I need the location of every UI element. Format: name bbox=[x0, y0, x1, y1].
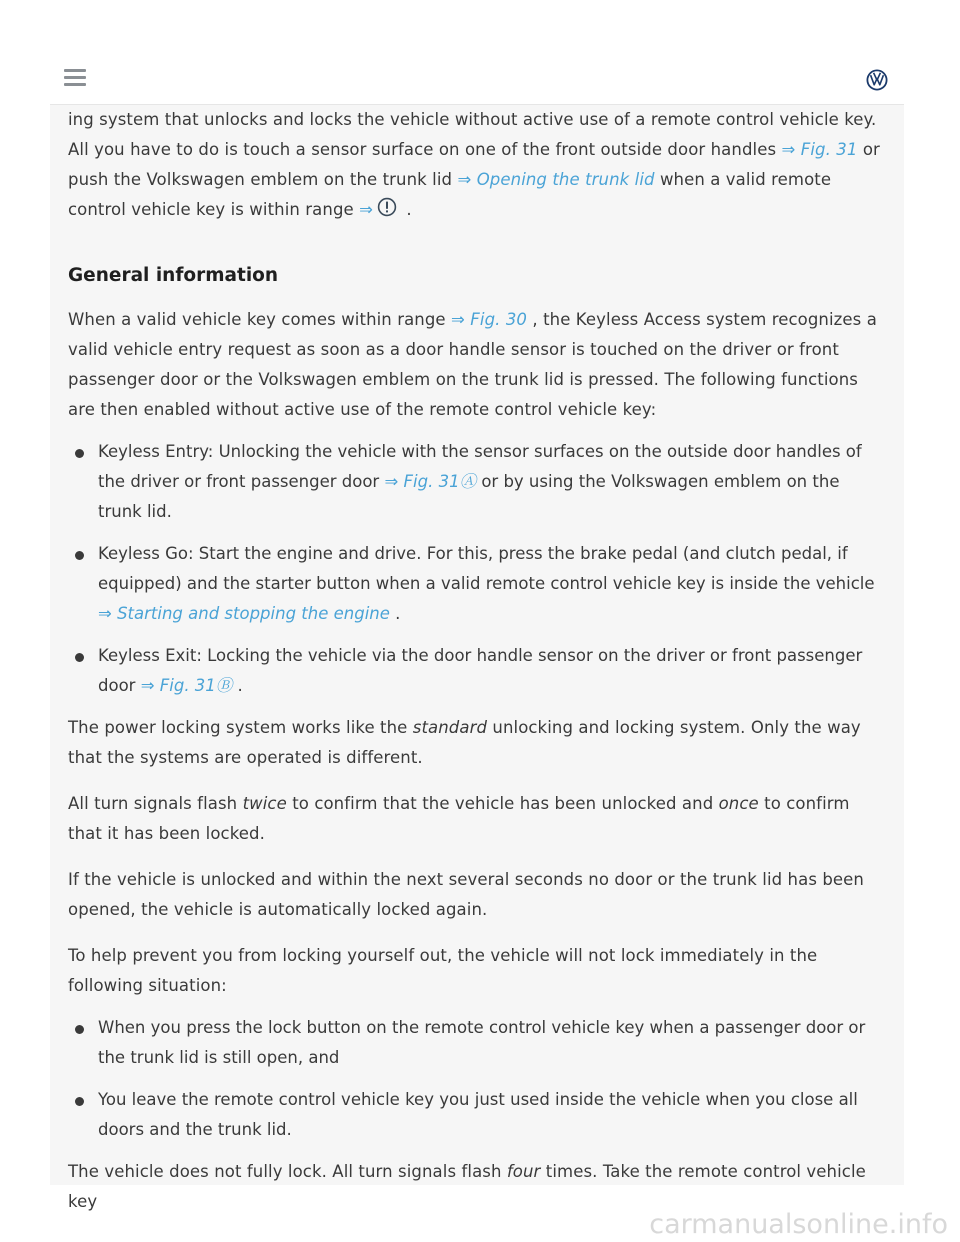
last-emphasis: four bbox=[506, 1162, 541, 1181]
list-item-keyless-entry bbox=[68, 437, 886, 527]
link-fig-31a[interactable]: ⇒ Fig. 31Ⓐ bbox=[384, 472, 477, 491]
watermark: carmanualsonline.info bbox=[649, 1209, 948, 1240]
power-text-1: The power locking system works like the bbox=[68, 718, 413, 737]
list-item-lock-button: When you press the lock button on the remote control vehicle key when a passenger door or the trunk lid is still open, and bbox=[68, 1013, 886, 1073]
link-opening-trunk-lid[interactable]: ⇒ Opening the trunk lid bbox=[457, 170, 655, 189]
keyless-go-text: Keyless Go: Start the engine and drive. For this, press the brake pedal (and clutch pedal, if equipped) and the starter button when a valid remote control vehicle key is inside the vehicle bbox=[98, 544, 875, 593]
functions-list bbox=[68, 437, 886, 701]
manual-content bbox=[50, 105, 904, 1211]
list-item-key-inside: You leave the remote control vehicle key you just used inside the vehicle when you close all doors and the trunk lid. bbox=[68, 1085, 886, 1145]
intro-text-4: . bbox=[401, 200, 412, 219]
signals-emphasis-once: once bbox=[718, 794, 759, 813]
turn-signals-paragraph bbox=[68, 789, 886, 849]
list-item-keyless-exit bbox=[68, 641, 886, 701]
lockout-conditions-list bbox=[68, 1013, 886, 1145]
signals-text-3: to confirm that it has been locked. bbox=[68, 794, 850, 843]
link-fig-31b[interactable]: ⇒ Fig. 31Ⓑ bbox=[140, 676, 233, 695]
link-fig-30[interactable]: ⇒ Fig. 30 bbox=[451, 310, 528, 329]
signals-text-2: to confirm that the vehicle has been unlocked and bbox=[286, 794, 719, 813]
signals-emphasis-twice: twice bbox=[242, 794, 287, 813]
warning-icon[interactable] bbox=[377, 197, 397, 227]
general-text-1: When a valid vehicle key comes within range bbox=[68, 310, 452, 329]
link-starting-stopping-engine[interactable]: ⇒ Starting and stopping the engine bbox=[98, 604, 390, 623]
keyless-entry-text-end: or by using the Volkswagen emblem on the trunk lid. bbox=[98, 472, 840, 521]
intro-text-1: ing system that unlocks and locks the vehicle without active use of a remote control vehicle key. All you have to do is touch a sensor surface on one of the front outside door handles bbox=[68, 110, 877, 159]
list-item-keyless-go bbox=[68, 539, 886, 629]
auto-lock-paragraph: If the vehicle is unlocked and within the next several seconds no door or the trunk lid has been opened, the vehicle is automatically locked again. bbox=[68, 870, 864, 919]
last-text-2: times. Take the remote control vehicle key bbox=[68, 1162, 866, 1211]
intro-text-3: when a valid remote control vehicle key is within range bbox=[68, 170, 832, 219]
power-emphasis: standard bbox=[412, 718, 488, 737]
not-fully-lock-paragraph bbox=[68, 1157, 886, 1217]
power-locking-paragraph bbox=[68, 713, 886, 773]
signals-text-1: All turn signals flash bbox=[68, 794, 243, 813]
prevent-lockout-paragraph: To help prevent you from locking yourself out, the vehicle will not lock immediately in the following situation: bbox=[68, 946, 818, 995]
top-bar bbox=[50, 50, 904, 105]
intro-paragraph bbox=[68, 105, 886, 227]
keyless-exit-text: Keyless Exit: Locking the vehicle via the door handle sensor on the driver or front passenger door bbox=[98, 646, 863, 695]
keyless-go-text-end: . bbox=[389, 604, 401, 623]
intro-text-2: or push the Volkswagen emblem on the trunk lid bbox=[68, 140, 880, 189]
vw-logo-icon[interactable] bbox=[866, 69, 888, 91]
link-warning[interactable]: ⇒ bbox=[359, 200, 374, 219]
general-paragraph bbox=[68, 305, 886, 425]
keyless-exit-text-end: . bbox=[232, 676, 243, 695]
heading-general-information: General information bbox=[68, 265, 279, 286]
keyless-entry-text: Keyless Entry: Unlocking the vehicle with the sensor surfaces on the outside door handles of the driver or front passenger door bbox=[98, 442, 862, 491]
general-text-2: , the Keyless Access system recognizes a valid vehicle entry request as soon as a door handle sensor is touched on the driver or front passenger door or the Volkswagen emblem on the trunk lid is pressed. The following functions are then enabled without active use of the remote control vehicle key: bbox=[68, 310, 877, 419]
link-fig-31[interactable]: ⇒ Fig. 31 bbox=[781, 140, 858, 159]
last-text-1: The vehicle does not fully lock. All turn signals flash bbox=[68, 1162, 507, 1181]
power-text-2: unlocking and locking system. Only the way that the systems are operated is different. bbox=[68, 718, 861, 767]
hamburger-menu-icon[interactable] bbox=[64, 69, 92, 89]
